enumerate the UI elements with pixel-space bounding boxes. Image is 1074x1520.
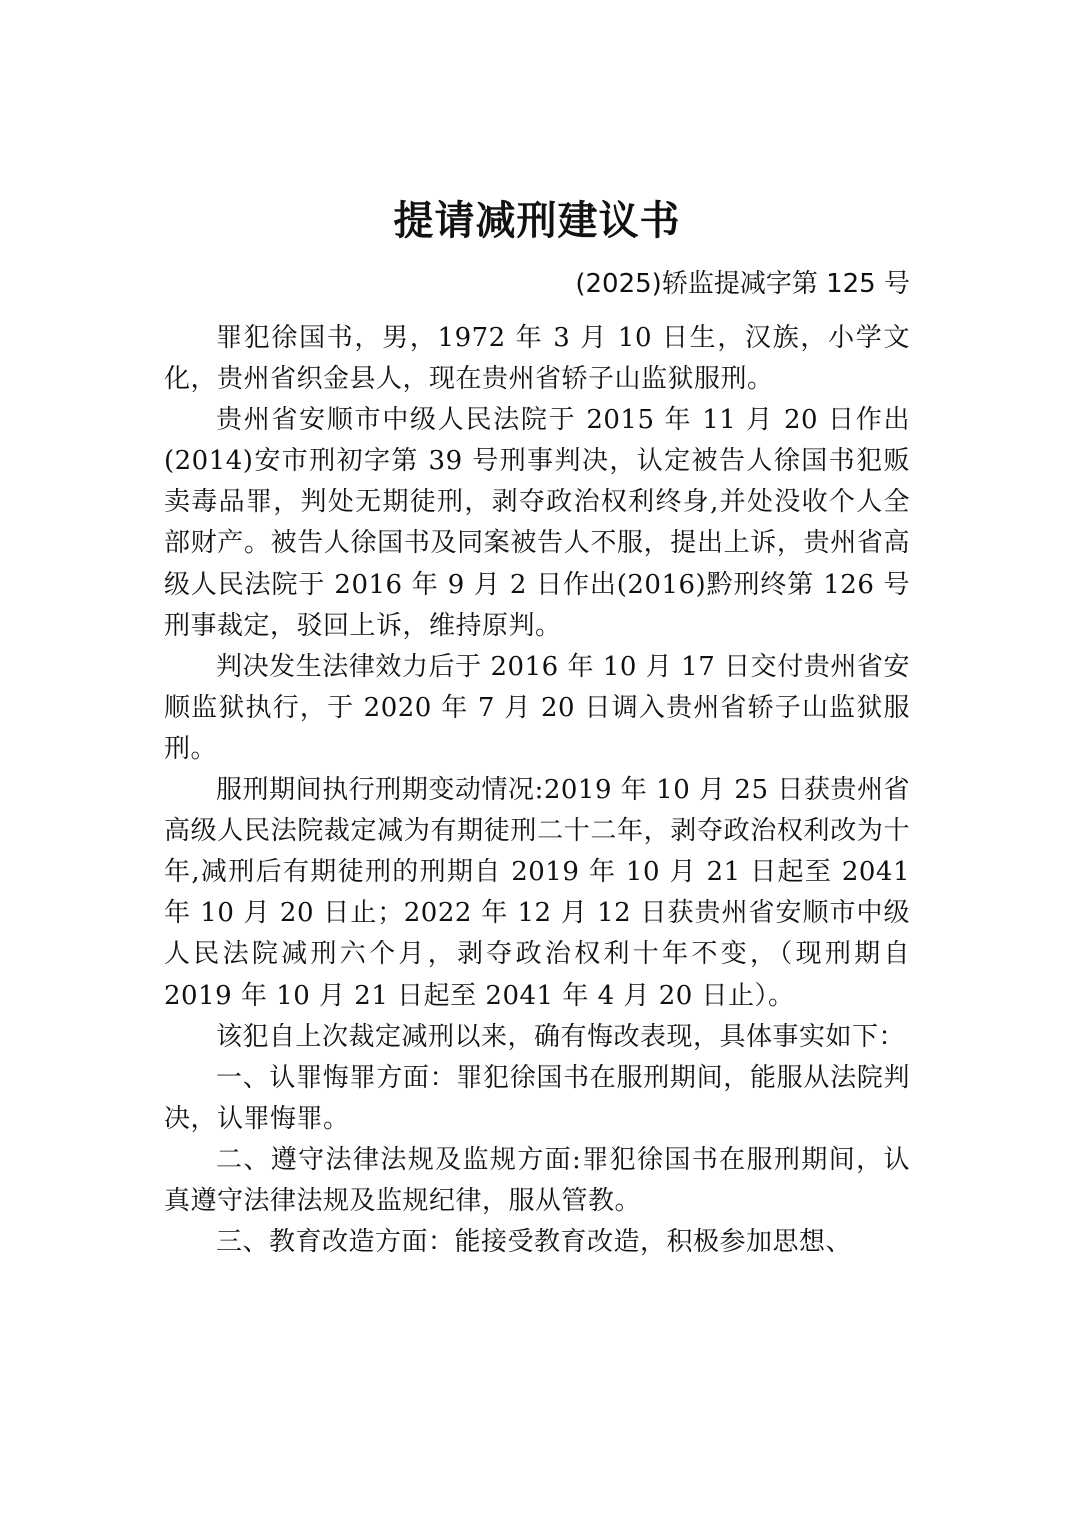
- paragraph-law-compliance: 二、遵守法律法规及监规方面:罪犯徐国书在服刑期间，认真遵守法律法规及监规纪律，服从管教。: [164, 1144, 910, 1216]
- document-title: 提请减刑建议书: [393, 197, 681, 244]
- paragraph-criminal-info: 罪犯徐国书，男，1972 年 3 月 10 日生，汉族，小学文化，贵州省织金县人，现在贵州省轿子山监狱服刑。: [164, 323, 910, 395]
- paragraph-execution: 判决发生法律效力后于 2016 年 10 月 17 日交付贵州省安顺监狱执行，于 2020 年 7 月 20 日调入贵州省轿子山监狱服刑。: [164, 651, 910, 764]
- document-number: (2025)轿监提减字第 125 号: [575, 269, 910, 299]
- paragraph-repentance-intro: 该犯自上次裁定减刑以来，确有悔改表现，具体事实如下：: [216, 1021, 906, 1052]
- paragraph-sentence-changes: 服刑期间执行刑期变动情况:2019 年 10 月 25 日获贵州省高级人民法院裁定减为有期徒刑二十二年，剥夺政治权利改为十年,减刑后有期徒刑的刑期自 2019 年 10 月 21 日起至 2041 年 10 月 20 日止；2022 年 12 月 12 日获贵州省安顺市中级人民法院减刑六个月，剥夺政治权利十年不变，（现刑期自 2019 年 10 月 21 日起至 2041 年 4 月 20 日止）。: [164, 775, 910, 1011]
- document-body: [164, 318, 910, 1263]
- paragraph-original-judgment: 贵州省安顺市中级人民法院于 2015 年 11 月 20 日作出(2014)安市刑初字第 39 号刑事判决，认定被告人徐国书犯贩卖毒品罪，判处无期徒刑，剥夺政治权利终身,并处没收个人全部财产。被告人徐国书及同案被告人不服，提出上诉，贵州省高级人民法院于 2016 年 9 月 2 日作出(2016)黔刑终第 126 号刑事裁定，驳回上诉，维持原判。: [164, 405, 910, 641]
- paragraph-education: 三、教育改造方面：能接受教育改造，积极参加思想、: [216, 1227, 853, 1258]
- paragraph-plea-remorse: 一、认罪悔罪方面：罪犯徐国书在服刑期间，能服从法院判决，认罪悔罪。: [164, 1062, 910, 1134]
